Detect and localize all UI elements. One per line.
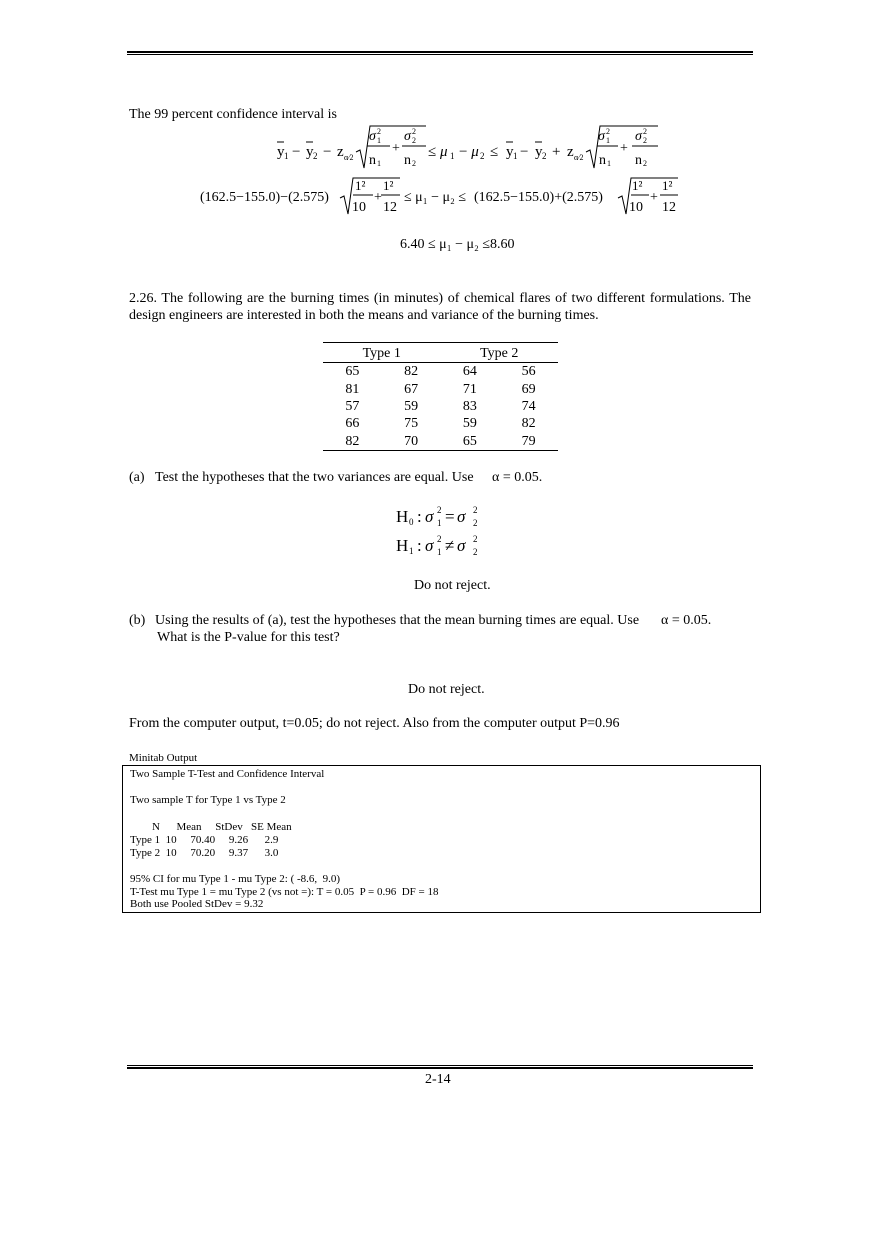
table-header-type1: Type 1	[323, 343, 440, 363]
table-cell: 81	[345, 381, 360, 397]
svg-text:2: 2	[643, 136, 647, 145]
svg-text:− μ: − μ	[459, 144, 479, 160]
svg-text:σ: σ	[404, 129, 411, 144]
svg-text:n: n	[599, 153, 606, 168]
ci-numeric-num2: 1²	[383, 178, 394, 193]
svg-text:≤: ≤	[490, 144, 499, 160]
ci-numeric-den1: 10	[352, 200, 366, 215]
svg-text:+: +	[650, 190, 658, 205]
svg-text:σ: σ	[457, 507, 466, 526]
svg-text:2: 2	[542, 151, 547, 161]
minitab-line: Type 1 10 70.40 9.26 2.9	[130, 834, 279, 846]
svg-text:0: 0	[409, 517, 414, 527]
table-cell: 82	[521, 416, 536, 432]
svg-text:2: 2	[377, 127, 381, 136]
table-cell: 67	[404, 381, 419, 397]
part-a-conclusion: Do not reject.	[414, 578, 491, 593]
svg-text:+: +	[374, 190, 382, 205]
ci-numeric-num1: 1²	[355, 178, 366, 193]
svg-text:≠: ≠	[445, 536, 455, 555]
svg-text:2: 2	[437, 534, 442, 544]
svg-text:2: 2	[412, 127, 416, 136]
ci-numeric-left-const: (162.5−155.0)−(2.575)	[200, 190, 329, 205]
table-cell: 74	[521, 398, 536, 414]
svg-text:y: y	[277, 144, 285, 160]
table-cell: 83	[462, 398, 477, 414]
svg-text::: :	[417, 507, 422, 526]
svg-text:−: −	[292, 144, 301, 160]
table-cell: 65	[440, 433, 499, 451]
minitab-line: Two Sample T-Test and Confidence Interval	[130, 768, 325, 780]
table-row	[323, 363, 558, 381]
table-cell: 75	[404, 416, 419, 432]
svg-text:−: −	[520, 144, 529, 160]
svg-text:σ: σ	[635, 129, 642, 144]
svg-text:=: =	[445, 507, 455, 526]
svg-text:+: +	[392, 141, 400, 156]
svg-text:y: y	[306, 144, 314, 160]
svg-text:H: H	[396, 507, 409, 526]
svg-text:1: 1	[377, 159, 381, 168]
svg-text:σ: σ	[598, 129, 605, 144]
ci-numeric-right-const: (162.5−155.0)+(2.575)	[474, 190, 603, 205]
svg-text:2: 2	[412, 159, 416, 168]
svg-text:z: z	[337, 144, 344, 160]
svg-text:σ: σ	[457, 536, 466, 555]
svg-text:α⁄2: α⁄2	[574, 153, 584, 162]
table-cell: 59	[462, 416, 477, 432]
burning-times-table	[323, 342, 558, 451]
svg-text:α⁄2: α⁄2	[344, 153, 354, 162]
part-a-alpha: α = 0.05.	[492, 470, 543, 485]
svg-text:1: 1	[437, 518, 442, 528]
part-b-text: Using the results of (a), test the hypotheses that the mean burning times are equal. Use	[155, 613, 640, 628]
table-cell: 71	[462, 381, 477, 397]
svg-text:1: 1	[606, 136, 610, 145]
svg-text:2: 2	[437, 505, 442, 515]
svg-text:2: 2	[643, 127, 647, 136]
part-a-label: (a)	[129, 470, 145, 485]
svg-text:−: −	[323, 144, 332, 160]
svg-text:≤ μ: ≤ μ	[428, 144, 448, 160]
ci-numeric-den2-right: 12	[662, 200, 676, 215]
problem-statement: 2.26. The following are the burning times (in minutes) of chemical flares of two different formulations. The design engineers are interested in both the means and variance of the burning times.	[129, 291, 751, 323]
svg-text:+: +	[620, 141, 628, 156]
minitab-output-box	[122, 765, 761, 913]
svg-text:n: n	[369, 153, 376, 168]
table-cell: 65	[345, 364, 360, 380]
svg-text:n: n	[404, 153, 411, 168]
table-cell: 57	[345, 398, 360, 414]
table-row	[323, 398, 558, 415]
ci-intro: The 99 percent confidence interval is	[129, 107, 337, 122]
ci-numeric-num1-right: 1²	[632, 178, 643, 193]
svg-text:2: 2	[313, 151, 318, 161]
svg-text:H: H	[396, 536, 409, 555]
minitab-line: Two sample T for Type 1 vs Type 2	[130, 794, 286, 806]
table-cell: 82	[404, 364, 419, 380]
svg-text:1: 1	[409, 546, 414, 556]
part-b-alpha: α = 0.05.	[661, 613, 712, 628]
ci-result: 6.40 ≤ μ₁ − μ₂ ≤8.60	[400, 237, 515, 252]
ci-formula-general	[270, 122, 670, 174]
footer-rule	[127, 1065, 753, 1069]
svg-text:2: 2	[643, 159, 647, 168]
svg-text:2: 2	[473, 547, 478, 557]
table-header-type2: Type 2	[440, 343, 558, 363]
table-row	[323, 380, 558, 397]
table-row	[323, 433, 558, 451]
minitab-line: 95% CI for mu Type 1 - mu Type 2: ( -8.6, 9.0)	[130, 873, 341, 885]
page-number: 2-14	[425, 1072, 451, 1087]
ci-numeric-middle: ≤ μ₁ − μ₂ ≤	[404, 190, 467, 205]
header-rule	[127, 51, 753, 55]
minitab-line: Type 2 10 70.20 9.37 3.0	[130, 847, 279, 859]
svg-text:2: 2	[480, 151, 485, 161]
svg-text:1: 1	[607, 159, 611, 168]
table-cell: 56	[521, 364, 536, 380]
table-cell: 64	[462, 364, 477, 380]
svg-text:1: 1	[284, 151, 289, 161]
svg-text:2: 2	[606, 127, 610, 136]
table-cell: 59	[404, 398, 419, 414]
svg-text:σ: σ	[369, 129, 376, 144]
svg-text::: :	[417, 536, 422, 555]
table-cell: 79	[499, 433, 558, 451]
minitab-line: N Mean StDev SE Mean	[130, 821, 292, 833]
minitab-line: T-Test mu Type 1 = mu Type 2 (vs not =): T = 0.05 P = 0.96 DF = 18	[130, 886, 439, 898]
svg-text:n: n	[635, 153, 642, 168]
minitab-caption: Minitab Output	[129, 752, 198, 764]
computer-output-note: From the computer output, t=0.05; do not reject. Also from the computer output P=0.96	[129, 716, 620, 731]
part-b-conclusion: Do not reject.	[408, 682, 485, 697]
minitab-line: Both use Pooled StDev = 9.32	[130, 898, 264, 910]
svg-text:y: y	[535, 144, 543, 160]
svg-text:1: 1	[437, 547, 442, 557]
ci-numeric-den2: 12	[383, 200, 397, 215]
svg-text:1: 1	[450, 151, 455, 161]
svg-text:2: 2	[473, 518, 478, 528]
table-cell: 69	[521, 381, 536, 397]
svg-text:1: 1	[377, 136, 381, 145]
svg-text:z: z	[567, 144, 574, 160]
svg-text:2: 2	[412, 136, 416, 145]
ci-numeric-num2-right: 1²	[662, 178, 673, 193]
svg-text:1: 1	[513, 151, 518, 161]
svg-text:2: 2	[473, 534, 478, 544]
table-cell: 70	[382, 433, 441, 451]
part-b-label: (b)	[129, 613, 146, 628]
table-row	[323, 415, 558, 432]
part-a-text: Test the hypotheses that the two variances are equal. Use	[155, 470, 474, 485]
svg-text:+: +	[552, 144, 561, 160]
table-cell: 66	[345, 416, 360, 432]
part-b-question: What is the P-value for this test?	[157, 630, 340, 645]
svg-text:σ: σ	[425, 507, 434, 526]
svg-text:2: 2	[473, 505, 478, 515]
variance-hypotheses	[394, 500, 494, 558]
table-cell: 82	[323, 433, 382, 451]
svg-text:y: y	[506, 144, 514, 160]
ci-numeric-den1-right: 10	[629, 200, 643, 215]
svg-text:σ: σ	[425, 536, 434, 555]
